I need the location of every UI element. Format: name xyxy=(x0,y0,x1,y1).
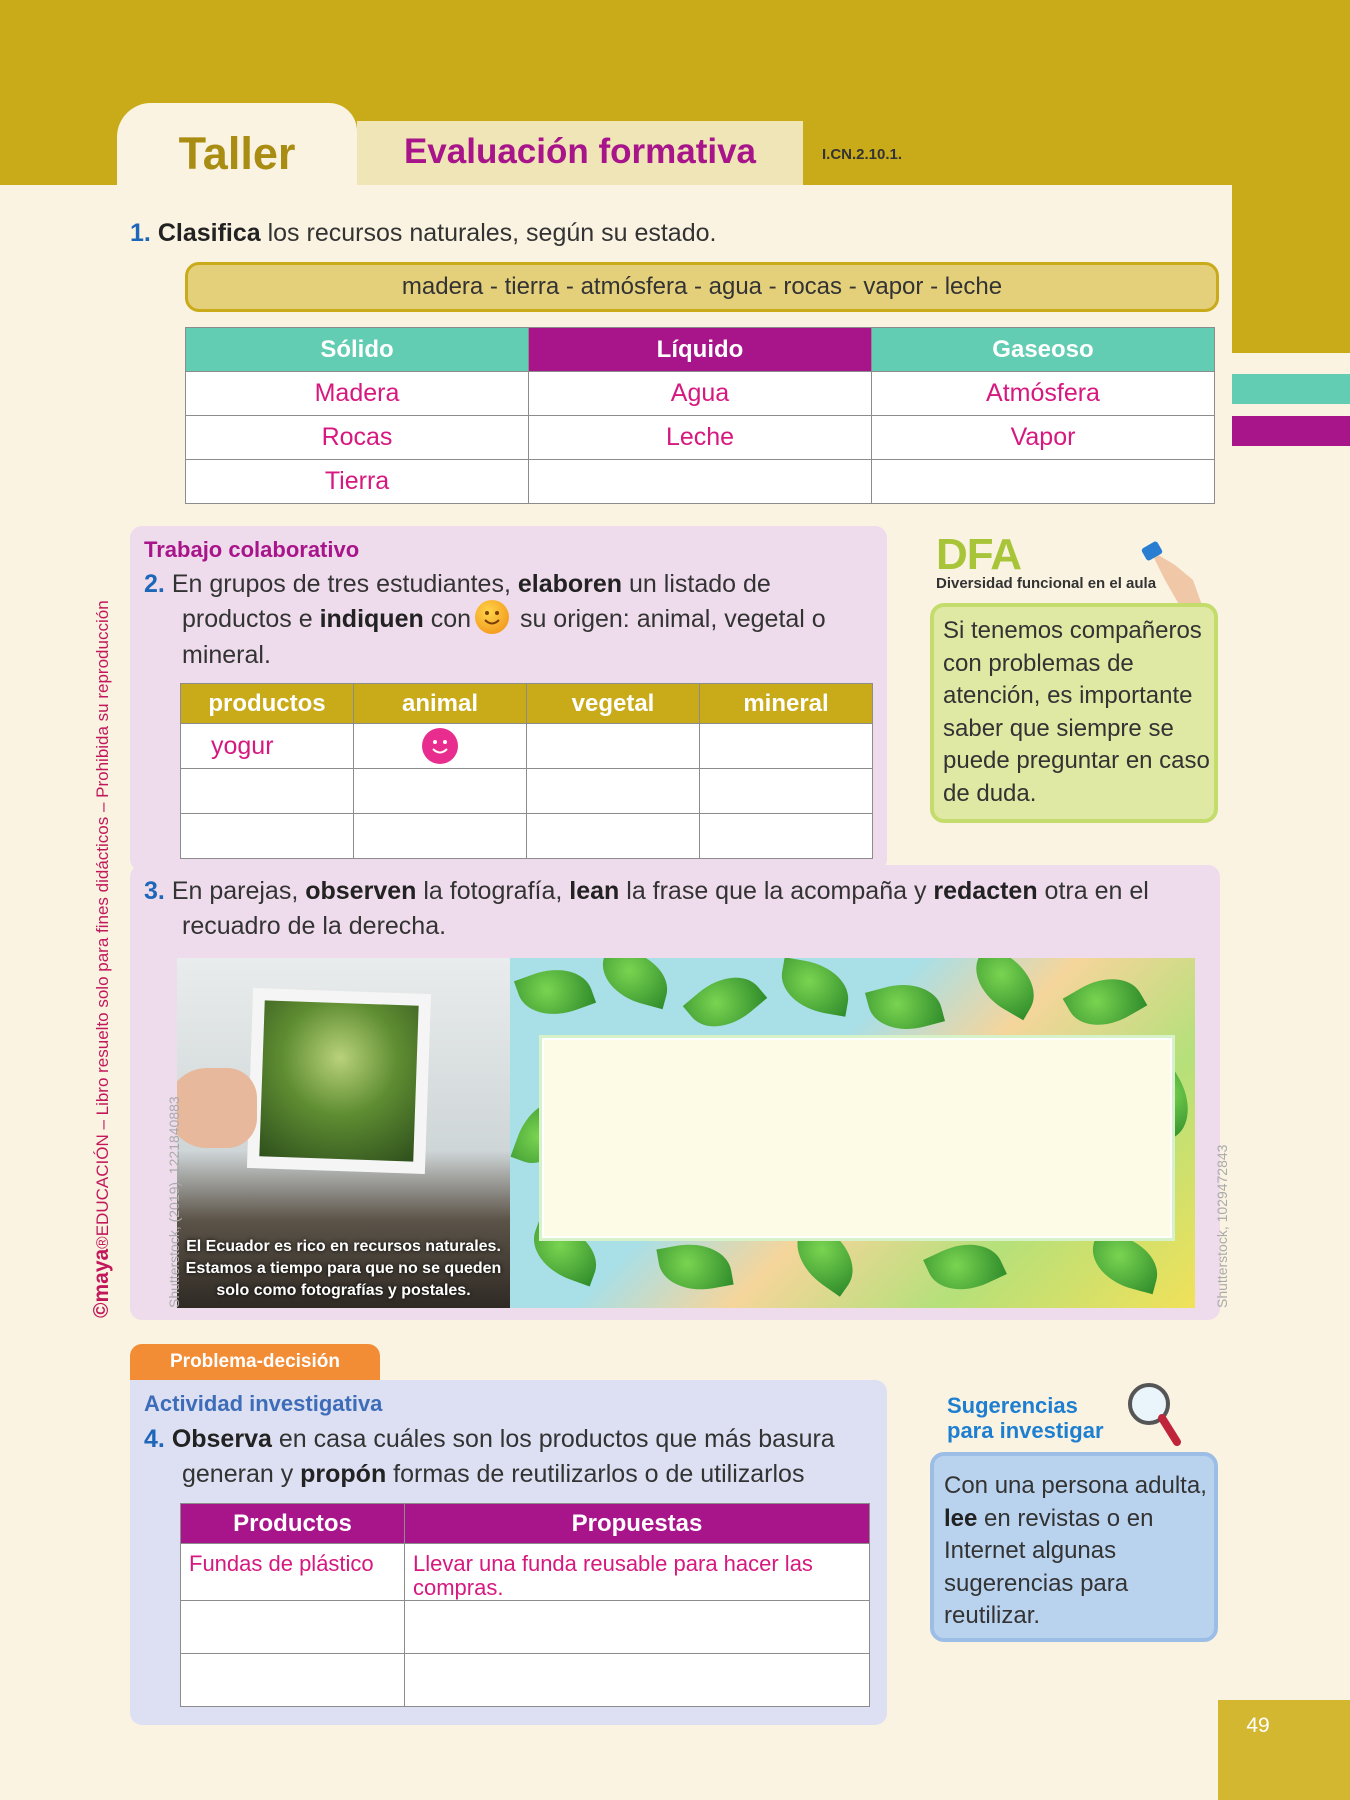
leaf-icon xyxy=(595,958,675,1009)
question-4-line-1 xyxy=(144,1425,835,1454)
photo-credit-right: Shutterstock, 1029472843 xyxy=(1214,1144,1230,1308)
right-margin-band xyxy=(1232,185,1350,353)
magenta-edge-tab xyxy=(1232,416,1350,446)
table-cell[interactable] xyxy=(354,769,527,814)
text: un listado de xyxy=(622,570,771,598)
table-row xyxy=(181,724,873,769)
table-cell[interactable] xyxy=(527,814,700,859)
table-cell[interactable] xyxy=(405,1601,870,1654)
table-cell[interactable]: Llevar una funda reusable para hacer las compras. xyxy=(405,1544,870,1601)
table-cell[interactable]: Madera xyxy=(186,372,529,416)
collaborative-title: Trabajo colaborativo xyxy=(144,537,360,562)
smiley-icon xyxy=(475,600,509,634)
question-1 xyxy=(130,219,716,248)
leaf-icon xyxy=(683,961,767,1043)
suggestions-title xyxy=(947,1393,1104,1443)
question-verb: Clasifica xyxy=(157,219,261,247)
leaf-icon xyxy=(963,958,1048,1020)
question-number: 3. xyxy=(144,877,165,905)
indicator-code: I.CN.2.10.1. xyxy=(822,146,903,163)
table-cell[interactable] xyxy=(181,769,354,814)
text: su origen: animal, vegetal o xyxy=(513,605,826,633)
table-cell[interactable] xyxy=(181,1601,405,1654)
dfa-title: DFA xyxy=(936,530,1021,579)
question-4-line-2 xyxy=(182,1460,804,1489)
question-3-line-2: recuadro de la derecha. xyxy=(182,912,447,940)
title-line: Sugerencias xyxy=(947,1393,1078,1418)
text: en casa cuáles son los productos que más basura xyxy=(271,1425,835,1453)
question-verb: elaboren xyxy=(517,570,623,598)
brand-mark: ©maya xyxy=(90,1248,113,1318)
page-number: 49 xyxy=(1246,1714,1270,1737)
header-solid: Sólido xyxy=(186,328,529,372)
teal-edge-tab xyxy=(1232,374,1350,404)
question-number: 2. xyxy=(144,570,165,598)
leaf-writing-frame xyxy=(510,958,1195,1308)
question-verb: observen xyxy=(305,877,417,905)
question-verb: redacten xyxy=(933,877,1038,905)
question-verb: Observa xyxy=(171,1425,272,1453)
leaf-icon xyxy=(656,1237,733,1296)
table-row xyxy=(181,1601,870,1654)
table-cell[interactable] xyxy=(700,769,873,814)
states-table xyxy=(185,327,1215,504)
table-cell[interactable] xyxy=(405,1654,870,1707)
hand-image xyxy=(177,1068,257,1148)
table-row xyxy=(181,1544,870,1601)
text: con xyxy=(423,605,472,633)
table-cell[interactable]: Rocas xyxy=(186,416,529,460)
writing-area[interactable] xyxy=(542,1038,1172,1238)
dfa-text: Si tenemos compañeros con problemas de atención, es importante saber que siempre se puede preguntar en caso de duda. xyxy=(943,617,1210,807)
header-proposals: Propuestas xyxy=(405,1504,870,1544)
question-2-line-1 xyxy=(144,570,771,599)
taller-label: Taller xyxy=(178,128,296,179)
text: En grupos de tres estudiantes, xyxy=(171,570,518,598)
table-cell[interactable] xyxy=(354,814,527,859)
photo-caption xyxy=(177,1236,510,1302)
question-2-line-3: mineral. xyxy=(182,641,271,669)
table-cell[interactable]: Fundas de plástico xyxy=(181,1544,405,1601)
leaf-icon xyxy=(1085,1230,1165,1294)
tree-image xyxy=(259,1000,418,1161)
table-row xyxy=(186,416,1215,460)
table-cell[interactable]: yogur xyxy=(181,724,354,769)
header-products: Productos xyxy=(181,1504,405,1544)
leaf-icon xyxy=(865,975,945,1039)
table-row xyxy=(181,1654,870,1707)
text: la frase que la acompaña y xyxy=(619,877,934,905)
header-gas: Gaseoso xyxy=(872,328,1215,372)
header-products: productos xyxy=(181,684,354,724)
text: la fotografía, xyxy=(416,877,570,905)
word-bank: madera - tierra - atmósfera - agua - rocas - vapor - leche xyxy=(185,262,1219,312)
leaf-icon xyxy=(776,958,853,1017)
table-row xyxy=(186,372,1215,416)
table-cell[interactable]: Atmósfera xyxy=(872,372,1215,416)
table-cell[interactable]: Vapor xyxy=(872,416,1215,460)
question-text: los recursos naturales, según su estado. xyxy=(260,219,717,247)
magnifier-icon xyxy=(1125,1380,1185,1455)
text: Con una persona adulta, xyxy=(944,1472,1207,1499)
question-number: 4. xyxy=(144,1425,165,1453)
header-vegetal: vegetal xyxy=(527,684,700,724)
table-cell[interactable]: Agua xyxy=(529,372,872,416)
photo-frame xyxy=(247,988,431,1174)
investigative-title: Actividad investigativa xyxy=(144,1391,383,1416)
table-row xyxy=(186,460,1215,504)
caption-line: Estamos a tiempo para que no se queden xyxy=(185,1260,502,1277)
caption-line: solo como fotografías y postales. xyxy=(216,1282,471,1299)
header-liquid: Líquido xyxy=(529,328,872,372)
question-verb: indiquen xyxy=(319,605,424,633)
proposals-table xyxy=(180,1503,870,1707)
question-2-line-2 xyxy=(182,605,826,634)
question-3-line-1 xyxy=(144,877,1149,906)
dfa-subtitle: Diversidad funcional en el aula xyxy=(936,575,1157,592)
problem-decision-label: Problema-decisión xyxy=(170,1351,340,1372)
table-cell[interactable] xyxy=(872,460,1215,504)
evaluation-title: Evaluación formativa xyxy=(403,132,757,171)
suggestions-text xyxy=(944,1470,1214,1633)
question-verb: propón xyxy=(300,1460,387,1488)
table-row xyxy=(181,814,873,859)
caption-line: El Ecuador es rico en recursos naturales. xyxy=(186,1238,501,1255)
table-cell[interactable] xyxy=(527,724,700,769)
table-cell[interactable] xyxy=(181,1654,405,1707)
question-verb: lean xyxy=(569,877,620,905)
title-line: para investigar xyxy=(947,1418,1104,1443)
side-copyright xyxy=(90,600,114,1318)
copyright-text: ®EDUCACIÓN – Libro resuelto solo para fines didácticos – Prohibida su reproducción xyxy=(93,600,112,1249)
origin-table xyxy=(180,683,873,859)
text: generan y xyxy=(182,1460,301,1488)
text: productos e xyxy=(182,605,320,633)
text: En parejas, xyxy=(171,877,306,905)
header-mineral: mineral xyxy=(700,684,873,724)
text: formas de reutilizarlos o de utilizarlos xyxy=(386,1460,805,1488)
header-animal: animal xyxy=(354,684,527,724)
table-cell[interactable] xyxy=(529,460,872,504)
text: otra en el xyxy=(1037,877,1149,905)
table-cell[interactable]: Tierra xyxy=(186,460,529,504)
leaf-icon xyxy=(514,958,596,1027)
table-row xyxy=(181,769,873,814)
smiley-mark-icon xyxy=(422,728,458,764)
photo-credit-left: Shutterstock, (2019). 1221840883 xyxy=(166,1096,182,1308)
table-cell[interactable] xyxy=(700,814,873,859)
table-cell[interactable] xyxy=(527,769,700,814)
text-verb: lee xyxy=(944,1504,978,1532)
table-cell[interactable] xyxy=(181,814,354,859)
table-cell[interactable] xyxy=(354,724,527,769)
table-cell[interactable] xyxy=(700,724,873,769)
text: en revistas o en Internet algunas sugerencias para reutilizar. xyxy=(944,1504,1154,1629)
tree-photo xyxy=(177,958,510,1308)
leaf-icon xyxy=(923,1230,1007,1303)
question-number: 1. xyxy=(130,219,151,247)
leaf-icon xyxy=(1063,964,1148,1041)
table-cell[interactable]: Leche xyxy=(529,416,872,460)
